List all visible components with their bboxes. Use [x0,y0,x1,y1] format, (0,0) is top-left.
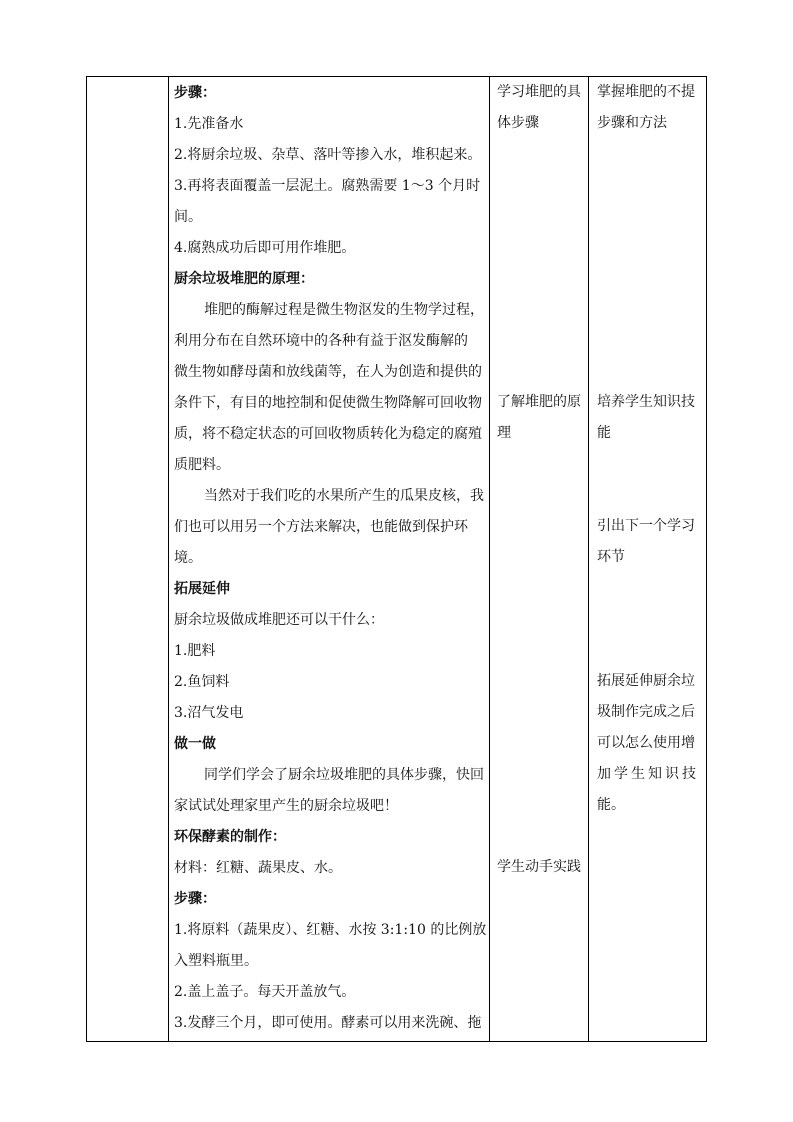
principle-paragraph: 利用分布在自然环境中的各种有益于沤发酶解的 [174,333,468,349]
student-activity-b-2: 理 [497,425,511,441]
design-intent-d-3: 可以怎么使用增 [597,735,695,751]
design-intent-b-2: 能 [597,425,611,441]
student-activity-a-1: 学习堆肥的具 [497,84,581,100]
design-intent-d-2: 圾制作完成之后 [597,704,695,720]
practice-text: 同学们学会了厨余垃圾堆肥的具体步骤，快回 [204,767,484,783]
enzyme-step: 2.盖上盖子。每天开盖放气。 [174,984,356,1000]
column-divider [588,77,589,1041]
enzyme-heading: 环保酵素的制作： [174,829,286,845]
principle-paragraph: 微生物如酵母菌和放线菌等，在人为创造和提供的 [174,364,482,380]
student-activity-b-1: 了解堆肥的原 [497,394,581,410]
step-line: 4.腐熟成功后即可用作堆肥。 [174,240,356,256]
lesson-table [86,76,707,1042]
steps-heading: 步骤： [174,85,216,101]
extend-heading: 拓展延伸 [174,581,230,597]
design-intent-d-5: 能。 [597,797,625,813]
fruit-paragraph: 当然对于我们吃的水果所产生的瓜果皮核，我 [204,488,484,504]
student-activity-c: 学生动手实践 [497,859,581,875]
design-intent-a-2: 步骤和方法 [597,115,667,131]
enzyme-step: 3.发酵三个月，即可使用。酵素可以用来洗碗、拖 [174,1015,482,1031]
step-line: 2.将厨余垃圾、杂草、落叶等掺入水，堆积起来。 [174,147,482,163]
practice-heading: 做一做 [174,736,216,752]
step-line: 3.再将表面覆盖一层泥土。腐熟需要 1～3 个月时 [174,178,481,194]
step-line: 间。 [174,209,202,225]
principle-paragraph: 质肥料。 [174,457,230,473]
design-intent-d-4: 加学生知识技 [597,766,699,782]
enzyme-steps-heading: 步骤： [174,891,216,907]
design-intent-c-1: 引出下一个学习 [597,518,695,534]
principle-heading: 厨余垃圾堆肥的原理： [174,271,314,287]
column-divider [489,77,490,1041]
fruit-paragraph: 境。 [174,550,202,566]
enzyme-step: 入塑料瓶里。 [174,953,258,969]
design-intent-a-1: 掌握堆肥的不提 [597,84,695,100]
principle-paragraph: 质，将不稳定状态的可回收物质转化为稳定的腐殖 [174,426,482,442]
column-divider [168,77,169,1041]
principle-paragraph: 堆肥的酶解过程是微生物沤发的生物学过程， [204,302,484,318]
practice-text: 家试试处理家里产生的厨余垃圾吧！ [174,798,398,814]
student-activity-a-2: 体步骤 [497,115,539,131]
fruit-paragraph: 们也可以用另一个方法来解决，也能做到保护环 [174,519,468,535]
enzyme-step: 1.将原料（蔬果皮）、红糖、水按 3:1:10 的比例放 [174,922,487,938]
design-intent-d-1: 拓展延伸厨余垃 [597,673,695,689]
extend-item: 3.沼气发电 [174,705,244,721]
design-intent-b-1: 培养学生知识技 [597,394,695,410]
extend-item: 1.肥料 [174,643,216,659]
step-line: 1.先准备水 [174,116,244,132]
enzyme-material: 材料：红糖、蔬果皮、水。 [174,860,342,876]
design-intent-c-2: 环节 [597,549,625,565]
principle-paragraph: 条件下，有目的地控制和促使微生物降解可回收物 [174,395,482,411]
extend-question: 厨余垃圾做成堆肥还可以干什么： [174,612,384,628]
extend-item: 2.鱼饲料 [174,674,230,690]
